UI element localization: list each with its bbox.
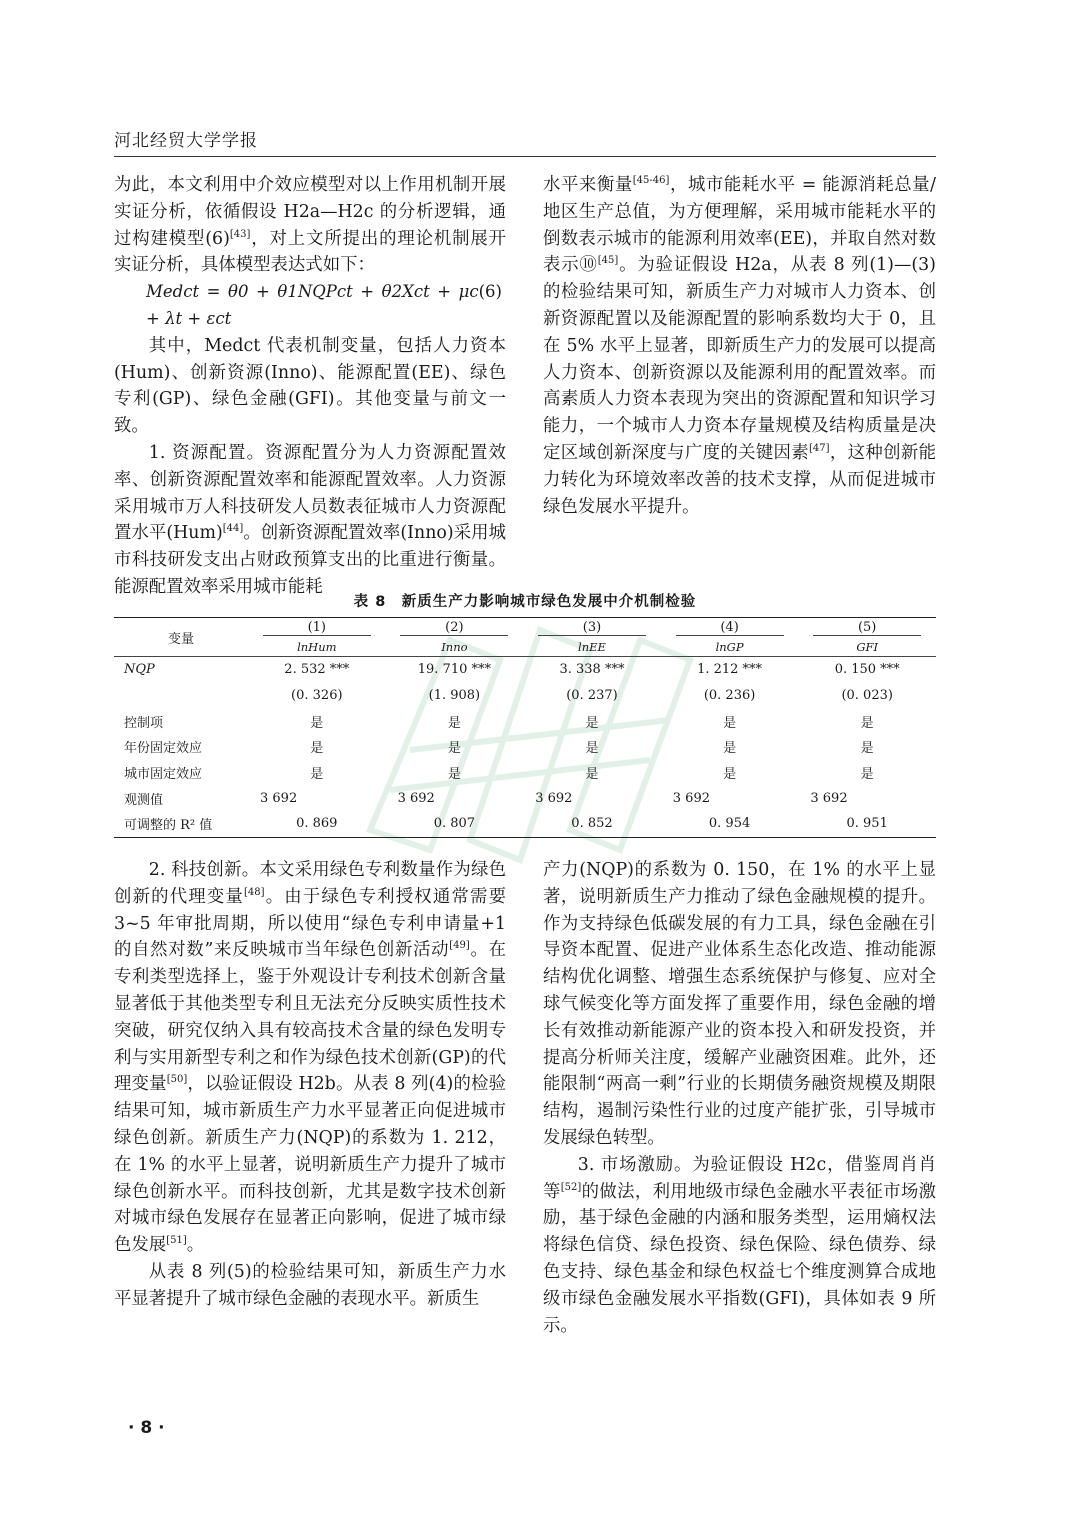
table-row: 城市固定效应 是 是 是 是 是 bbox=[124, 767, 874, 783]
paragraph: 为此，本文利用中介效应模型对以上作用机制开展实证分析，依循假设 H2a—H2c 的分析逻辑，通过构建模型(6)[43]，对上文所提出的理论机制展开实证分析，具体模型表达式如下： bbox=[114, 175, 506, 276]
dependent-variable: Inno bbox=[386, 638, 524, 657]
column-header: (4) bbox=[661, 618, 799, 639]
citation: [47] bbox=[809, 443, 830, 455]
right-column-top bbox=[543, 172, 936, 520]
equation-6 bbox=[114, 279, 506, 333]
table-header-variable: 变量 bbox=[114, 618, 248, 657]
paragraph: 1. 资源配置。资源配置分为人力资源配置效率、创新资源配置效率和能源配置效率。人力资源采用城市万人科技研发人员数表征城市人力资源配置水平(Hum)[44]。创新资源配置效率(Inno)采用城市科技研发支出占财政预算支出的比重进行衡量。能源配置效率采用城市能耗 bbox=[114, 442, 506, 597]
paragraph: 从表 8 列(5)的检验结果可知，新质生产力水平显著提升了城市绿色金融的表现水平。新质生 bbox=[114, 1261, 506, 1309]
page-number: · 8 · bbox=[128, 1418, 165, 1438]
citation: [48] bbox=[244, 887, 265, 898]
column-header: (5) bbox=[798, 618, 936, 639]
paragraph: 2. 科技创新。本文采用绿色专利数量作为绿色创新的代理变量[48]。由于绿色专利授权通常需要 3~5 年审批周期，所以使用“绿色专利申请量+1 的自然对数”来反映城市当年绿色创新活动[49]。在专利类型选择上，鉴于外观设计专利技术创新含量显著低于其他类型专利且无法充分反映实质性技术突破，研究仅纳入具有较高技术含量的绿色发明专利与实用新型专利之和作为绿色技术创新(GP)的代理变量[50]，以验证假设 H2b。从表 8 列(4)的检验结果可知，城市新质生产力水平显著正向促进城市绿色创新。新质生产力(NQP)的系数为 1. 212，在 1% 的水平上显著，说明新质生产力提升了城市绿色创新水平。而科技创新，尤其是数字技术创新对城市绿色发展存在显著正向影响，促进了城市绿色发展[51]。 bbox=[114, 860, 506, 1256]
table-header-row bbox=[114, 618, 936, 639]
dependent-variable: lnGP bbox=[661, 638, 799, 657]
paragraph: 3. 市场激励。为验证假设 H2c，借鉴周肖肖等[52]的做法，利用地级市绿色金融水平表征市场激励，基于绿色金融的内涵和服务类型，运用熵权法将绿色信贷、绿色投资、绿色保险、绿色债券、绿色支持、绿色基金和绿色权益七个维度测算合成地级市绿色金融发展水平指数(GFI)，具体如表 9 所示。 bbox=[543, 1154, 936, 1336]
dependent-variable: lnEE bbox=[523, 638, 661, 657]
column-header: (1) bbox=[248, 618, 386, 639]
right-column-bottom bbox=[543, 857, 936, 1339]
dependent-variable: GFI bbox=[798, 638, 936, 657]
equation-expr: Medct = θ0 + θ1NQPct + θ2Xct + μc + λt + εct bbox=[146, 282, 479, 328]
citation: [44] bbox=[222, 523, 244, 535]
journal-title: 河北经贸大学学报 bbox=[114, 131, 258, 151]
table-8 bbox=[114, 617, 936, 838]
table-row: (0. 326) (1. 908) (0. 237) (0. 236) (0. 023) bbox=[291, 688, 893, 704]
paragraph: 其中，Medct 代表机制变量，包括人力资本(Hum)、创新资源(Inno)、能源配置(EE)、绿色专利(GP)、绿色金融(GFI)。其他变量与前文一致。 bbox=[114, 335, 506, 437]
column-header: (3) bbox=[523, 618, 661, 639]
header-rule bbox=[114, 156, 936, 157]
table-row: 可调整的 R² 值 0. 869 0. 807 0. 852 0. 954 0. 951 bbox=[114, 811, 936, 837]
left-column-top bbox=[114, 172, 506, 601]
table-row: 年份固定效应 是 是 是 是 是 bbox=[124, 741, 874, 757]
left-column-bottom bbox=[114, 857, 506, 1313]
table-row: 控制项 是 是 是 是 是 bbox=[124, 715, 874, 731]
table-title: 表 8 新质生产力影响城市绿色发展中介机制检验 bbox=[353, 594, 697, 610]
citation: [45-46] bbox=[632, 175, 670, 187]
citation: [49] bbox=[449, 940, 470, 952]
citation: [52] bbox=[560, 1181, 582, 1193]
citation: [51] bbox=[166, 1235, 187, 1247]
table-row: NQP 2. 532 *** 19. 710 *** 3. 338 *** 1. 212 *** 0. 150 *** bbox=[124, 662, 900, 678]
equation-number: (6) bbox=[478, 282, 502, 302]
citation: [50] bbox=[166, 1074, 188, 1086]
citation: [45] bbox=[597, 255, 619, 267]
column-header: (2) bbox=[386, 618, 524, 639]
table-row: 观测值 3 692 3 692 3 692 3 692 3 692 bbox=[124, 790, 848, 808]
dependent-variable: lnHum bbox=[248, 638, 386, 657]
citation: [43] bbox=[229, 228, 251, 240]
paragraph: 产力(NQP)的系数为 0. 150，在 1% 的水平上显著，说明新质生产力推动了绿色金融规模的提升。作为支持绿色低碳发展的有力工具，绿色金融在引导资本配置、促进产业体系生态化改造、推动能源结构优化调整、增强生态系统保护与修复、应对全球气候变化等方面发挥了重要作用，绿色金融的增长有效推动新能源产业的资本投入和研发投资，并提高分析师关注度，缓解产业融资困难。此外，还能限制“两高一剩”行业的长期债务融资规模及期限结构，遏制污染性行业的过度产能扩张，引导城市发展绿色转型。 bbox=[543, 860, 936, 1148]
paragraph: 水平来衡量[45-46]，城市能耗水平 = 能源消耗总量/地区生产总值，为方便理解，采用城市能耗水平的倒数表示城市的能源利用效率(EE)，并取自然对数表示⑩[45]。为验证假设 H2a，从表 8 列(1)—(3)的检验结果可知，新质生产力对城市人力资本、创新资源配置以及能源配置的影响系数均大于 0，且在 5% 水平上显著，即新质生产力的发展可以提高人力资本、创新资源以及能源利用的配置效率。而高素质人力资本表现为突出的资源配置和知识学习能力，一个城市人力资本存量规模及结构质量是决定区域创新深度与广度的关键因素[47]，这种创新能力转化为环境效率改善的技术支撑，从而促进城市绿色发展水平提升。 bbox=[543, 175, 936, 517]
